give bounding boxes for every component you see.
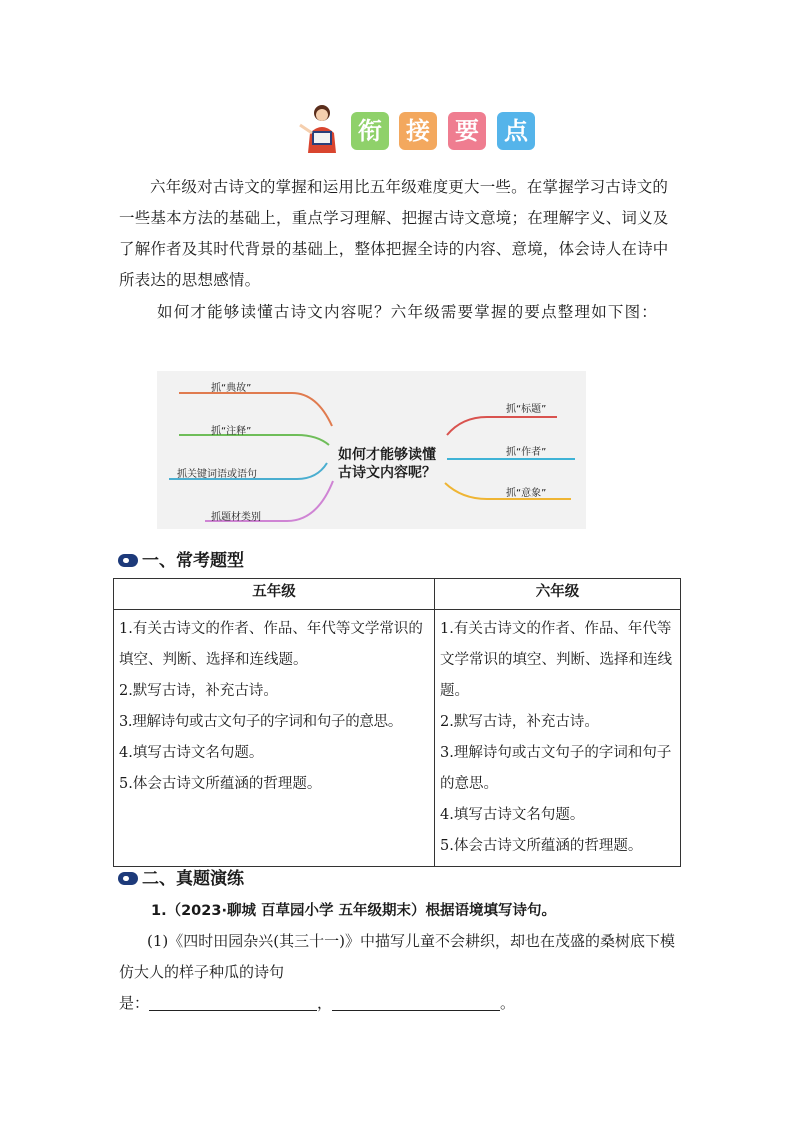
table-header-grade6: 六年级 xyxy=(435,579,681,610)
mindmap-center-line-2: 古诗文内容呢？ xyxy=(338,465,436,481)
branch-line-biao-ti xyxy=(447,417,557,435)
mindmap-right-1: 抓“标题” xyxy=(506,404,547,415)
mindmap-left-3: 抓关键词语或语句 xyxy=(177,469,257,480)
grade6-item-5: 5.体会古诗文所蕴涵的哲理题。 xyxy=(440,838,643,854)
grade6-cell xyxy=(435,610,681,867)
header-tile-4: 点 xyxy=(497,112,535,150)
answer-end: 。 xyxy=(500,994,516,1012)
question-type-table xyxy=(113,578,681,867)
grade5-item-4: 4.填写古诗文名句题。 xyxy=(119,745,264,761)
section-2-heading xyxy=(118,864,244,889)
answer-blank-2[interactable] xyxy=(332,994,500,1011)
answer-prefix: 是： xyxy=(119,994,150,1012)
branch-line-dian-gu xyxy=(179,393,332,426)
header-tile-3: 要 xyxy=(448,112,486,150)
grade6-item-1: 1.有关古诗文的作者、作品、年代等文学常识的填空、判断、选择和连线题。 xyxy=(440,621,672,699)
grade5-item-2: 2.默写古诗，补充古诗。 xyxy=(119,683,278,699)
header-tile-1: 衔 xyxy=(351,112,389,150)
header-tile-2: 接 xyxy=(399,112,437,150)
grade5-item-3: 3.理解诗句或古文句子的字词和句子的意思。 xyxy=(119,714,403,730)
answer-blank-1[interactable] xyxy=(149,994,317,1011)
intro-paragraph-2: 如何才能够读懂古诗文内容呢？六年级需要掌握的要点整理如下图： xyxy=(157,303,659,321)
intro-paragraph-1: 六年级对古诗文的掌握和运用比五年级难度更大一些。在掌握学习古诗文的一些基本方法的基础上，重点学习理解、把握古诗文意境；在理解字义、词义及了解作者及其时代背景的基础上，整体把握全诗的内容、意境，体会诗人在诗中所表达的思想感情。 xyxy=(119,178,669,289)
mindmap-left-2: 抓“注释” xyxy=(211,426,252,437)
section-2-title: 二、真题演练 xyxy=(142,869,244,889)
grade6-item-3: 3.理解诗句或古文句子的字词和句子的意思。 xyxy=(440,745,672,792)
mindmap-left-4: 抓题材类别 xyxy=(211,512,261,523)
answer-comma: ， xyxy=(317,994,333,1012)
section-1-title: 一、常考题型 xyxy=(142,551,244,571)
mind-map xyxy=(157,371,586,529)
mindmap-left-1: 抓“典故” xyxy=(211,383,252,394)
grade5-item-1: 1.有关古诗文的作者、作品、年代等文学常识的填空、判断、选择和连线题。 xyxy=(119,621,423,668)
mindmap-right-2: 抓“作者” xyxy=(506,447,547,458)
branch-line-zhu-shi xyxy=(179,435,329,445)
table-header-grade5: 五年级 xyxy=(114,579,435,610)
question-1-answer-line xyxy=(119,988,679,1019)
grade6-item-2: 2.默写古诗，补充古诗。 xyxy=(440,714,599,730)
grade5-cell xyxy=(114,610,435,867)
pen-icon xyxy=(118,872,138,885)
grade5-item-5: 5.体会古诗文所蕴涵的哲理题。 xyxy=(119,776,322,792)
pen-icon xyxy=(118,554,138,567)
grade6-item-4: 4.填写古诗文名句题。 xyxy=(440,807,585,823)
question-1-sub-1: (1)《四时田园杂兴(其三十一)》中描写儿童不会耕织，却也在茂盛的桑树底下模仿大人的样子种瓜的诗句 xyxy=(119,932,675,981)
question-1-title: 1.（2023·聊城 百草园小学 五年级期末）根据语境填写诗句。 xyxy=(151,903,557,919)
mindmap-right-3: 抓“意象” xyxy=(506,488,547,499)
teacher-reading-icon xyxy=(298,103,342,155)
mindmap-center-line-1: 如何才能够读懂 xyxy=(338,447,436,463)
section-1-heading xyxy=(118,546,244,571)
